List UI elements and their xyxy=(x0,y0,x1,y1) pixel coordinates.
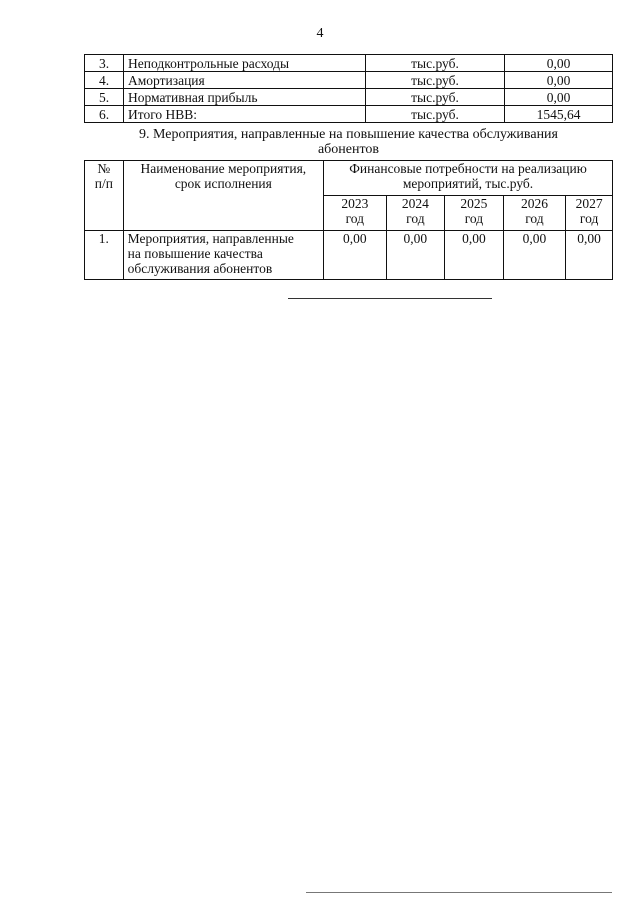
row-value: 0,00 xyxy=(566,231,613,280)
header-name-line: срок исполнения xyxy=(174,176,272,191)
row-name: Итого НВВ: xyxy=(124,106,366,123)
table-row xyxy=(85,72,613,89)
row-value: 0,00 xyxy=(503,231,566,280)
year-suffix: год xyxy=(406,211,425,226)
divider xyxy=(306,892,612,893)
table-row xyxy=(85,55,613,72)
row-value: 0,00 xyxy=(386,231,445,280)
header-number-line: № xyxy=(97,161,111,176)
row-value: 0,00 xyxy=(324,231,387,280)
year-value: 2027 xyxy=(575,196,603,211)
row-value: 0,00 xyxy=(505,72,613,89)
row-value: 1545,64 xyxy=(505,106,613,123)
header-row xyxy=(85,161,613,196)
year-header xyxy=(324,196,387,231)
header-name-line: Наименование мероприятия, xyxy=(140,161,307,176)
row-name: Нормативная прибыль xyxy=(124,89,366,106)
page-number: 4 xyxy=(316,26,324,41)
section-title-line: абонентов xyxy=(317,142,380,157)
year-value: 2024 xyxy=(401,196,429,211)
section-title-line: 9. Мероприятия, направленные на повышение качества обслуживания xyxy=(138,127,558,142)
row-unit: тыс.руб. xyxy=(366,72,505,89)
year-header xyxy=(566,196,613,231)
year-suffix: год xyxy=(579,211,599,226)
header-finance-line: мероприятий, тыс.руб. xyxy=(402,176,534,191)
measures-table xyxy=(84,160,613,280)
year-header xyxy=(386,196,445,231)
table-row xyxy=(85,106,613,123)
table-row xyxy=(85,231,613,280)
header-number xyxy=(85,161,124,231)
row-value: 0,00 xyxy=(505,55,613,72)
divider xyxy=(288,298,492,299)
header-finance xyxy=(324,161,613,196)
year-value: 2025 xyxy=(460,196,488,211)
row-name-line: Мероприятия, направленные xyxy=(127,231,294,246)
year-header xyxy=(445,196,504,231)
year-header xyxy=(503,196,566,231)
header-number-line: п/п xyxy=(94,176,113,191)
row-name-line: на повышение качества xyxy=(127,246,263,261)
cost-table xyxy=(84,54,613,123)
row-number: 5. xyxy=(85,89,124,106)
row-number: 1. xyxy=(85,231,124,280)
row-unit: тыс.руб. xyxy=(366,106,505,123)
header-name xyxy=(123,161,323,231)
year-value: 2023 xyxy=(341,196,369,211)
row-unit: тыс.руб. xyxy=(366,55,505,72)
year-suffix: год xyxy=(345,211,365,226)
row-name-line: обслуживания абонентов xyxy=(127,261,273,276)
row-name: Амортизация xyxy=(124,72,366,89)
row-name: Неподконтрольные расходы xyxy=(124,55,366,72)
year-suffix: год xyxy=(464,211,484,226)
row-name xyxy=(123,231,323,280)
table-row xyxy=(85,89,613,106)
header-finance-line: Финансовые потребности на реализацию xyxy=(349,161,587,176)
row-unit: тыс.руб. xyxy=(366,89,505,106)
row-number: 6. xyxy=(85,106,124,123)
year-suffix: год xyxy=(525,211,544,226)
row-number: 3. xyxy=(85,55,124,72)
year-value: 2026 xyxy=(520,196,548,211)
row-value: 0,00 xyxy=(505,89,613,106)
row-value: 0,00 xyxy=(445,231,504,280)
row-number: 4. xyxy=(85,72,124,89)
section-title xyxy=(84,127,613,157)
